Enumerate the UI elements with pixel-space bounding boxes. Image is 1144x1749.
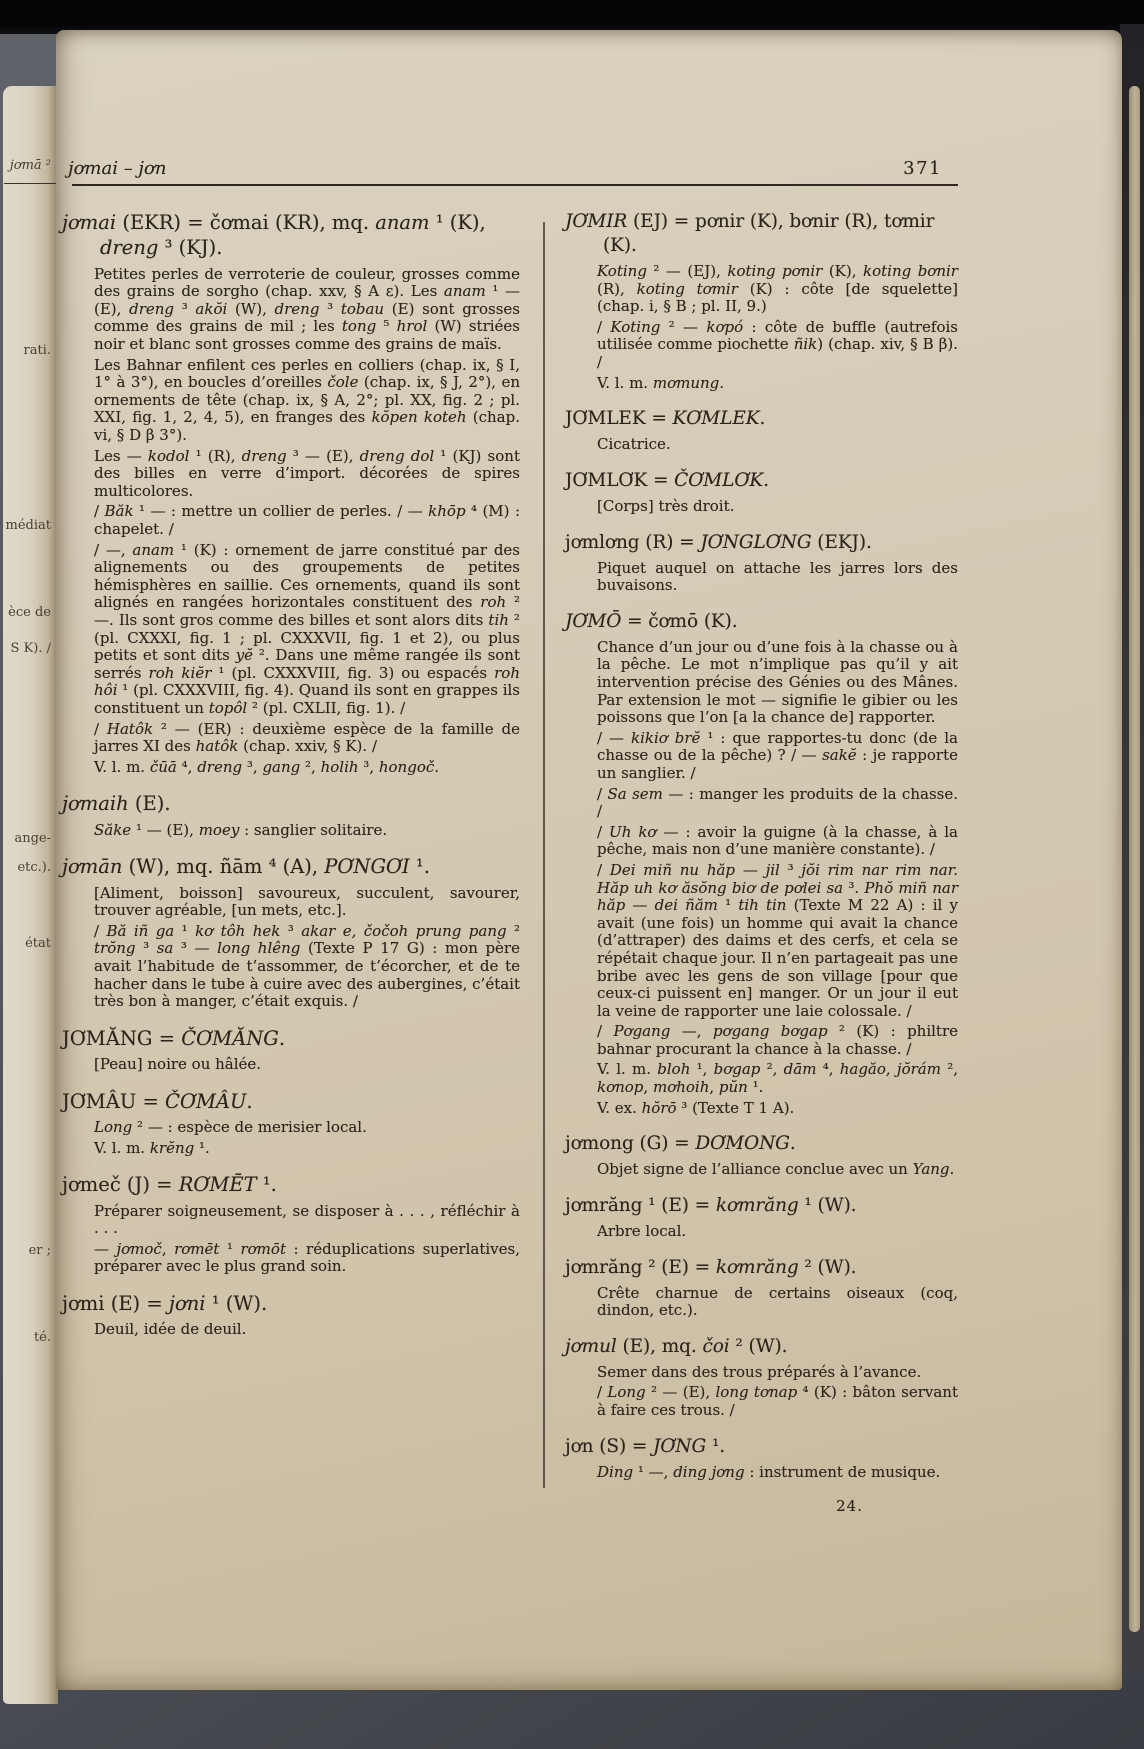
entry-def: Objet signe de l’alliance conclue avec un Yang.	[597, 1160, 955, 1179]
entry-head: JƠMŌ = čơmō (K).	[565, 610, 738, 632]
facing-fragment: etc.).	[17, 860, 51, 875]
facing-page-edge	[3, 86, 58, 1704]
facing-fragment: èce de	[8, 605, 51, 620]
entry-def: V. l. m. bloh ¹, bơgap ², dām ⁴, hagăo, jŏrám ², kơnop, mơhoih, pŭn ¹.	[597, 1060, 958, 1097]
entry-def: V. l. m. čūā ⁴, dreng ³, gang ², holih ³, hongoč.	[94, 757, 440, 776]
entry-def: Koting ² — (EJ), koting pơnir (K), koting bơnir (R), koting tơmir (K) : côte [de squelette] (chap. i, § B ; pl. II, 9.)	[597, 262, 958, 316]
entry-head: jơmai (EKR) = čơmai (KR), mq. anam ¹ (K), dreng ³ (KJ).	[62, 211, 486, 260]
entry-def: Les Bahnar enfilent ces perles en colliers (chap. ix, § I, 1° à 3°), en boucles d’oreilles čole (chap. ix, § J, 2°), en ornements de tête (chap. ix, § A, 2°; pl. XX, fig. 2 ; pl. XXI, fig. 1, 2, 4, 5), en franges des kŏpen koteh (chap. vi, § D β 3°).	[94, 355, 521, 445]
entry-def: / Băk ¹ — : mettre un collier de perles. / — khōp ⁴ (M) : chapelet. /	[94, 502, 521, 538]
entry-head: jơmrăng ¹ (E) = kơmrăng ¹ (W).	[565, 1194, 857, 1216]
facing-fragment: S K). /	[10, 641, 51, 656]
entry-def: Crête charnue de certains oiseaux (coq, dindon, etc.).	[597, 1283, 958, 1320]
entry-head: jơmul (E), mq. čoi ² (W).	[565, 1335, 788, 1357]
page-header	[62, 158, 958, 179]
running-title: jơmai – jơn	[68, 158, 167, 179]
entry-head: JƠMIR (EJ) = pơnir (K), bơnir (R), tơmir (K).	[565, 211, 935, 257]
entry-jomi	[62, 1291, 520, 1339]
entry-def: — jơmoč, rơmēt ¹ rơmōt : réduplications superlatives, préparer avec le plus grand soin.	[94, 1239, 520, 1276]
facing-header-rule	[4, 183, 56, 184]
entry-joman	[62, 854, 520, 1011]
page-text-block	[62, 158, 958, 1515]
top-shadow	[0, 0, 1144, 34]
entry-def: Semer dans des trous préparés à l’avance.	[597, 1362, 922, 1381]
entry-head: jơmān (W), mq. ñām ⁴ (A), PƠNGƠI ¹.	[62, 855, 430, 879]
entry-jomau	[62, 1089, 520, 1158]
entry-def: Arbre local.	[597, 1221, 687, 1240]
column-divider	[543, 222, 545, 1488]
entry-head: jơn (S) = JƠNG ¹.	[565, 1435, 726, 1457]
entry-def: Deuil, idée de deuil.	[94, 1320, 247, 1339]
entry-head: jơmong (G) = DƠMONG.	[565, 1133, 796, 1155]
entry-head: jơmaih (E).	[62, 792, 171, 816]
entry-def: / Bă iñ ga ¹ kơ tôh hek ³ akar e, čočoh prung pang ² trŏng ³ sa ³ — long hlêng (Texte P 17 G) : mon père avait l’habitude de t’assommer, de t’écorcher, et de te hacher dans le tube à cuire avec des aubergines, c’était très bon à manger, c’était exquis. /	[94, 921, 521, 1011]
facing-fragment: état	[25, 936, 51, 951]
entry-def: V. l. m. mơmung.	[597, 373, 725, 392]
entry-jomang	[62, 1026, 520, 1074]
entry-def: / Koting ² — kơpó : côte de buffle (autrefois utilisée comme piochette ñik) (chap. xiv, § B β). /	[597, 317, 959, 372]
entry-def: Cicatrice.	[597, 435, 671, 454]
entry-def: / Sa sem — : manger les produits de la chasse. /	[597, 784, 958, 821]
entry-jomec	[62, 1172, 520, 1276]
entry-def: / Uh kơ — : avoir la guigne (à la chasse, à la pêche, mais non d’une manière constante). /	[597, 822, 958, 859]
facing-fragment: té.	[33, 1330, 51, 1345]
signature-number: 24.	[836, 1497, 863, 1516]
entry-jomul	[565, 1335, 958, 1420]
entry-jomlong	[565, 531, 958, 595]
entry-def: Long ² — : espèce de merisier local.	[94, 1118, 367, 1137]
entry-jomo	[565, 610, 958, 1117]
entry-def: Ding ¹ —, ding jơng : instrument de musique.	[597, 1462, 941, 1481]
entry-jomaih	[62, 791, 520, 839]
entry-jomrang-1	[565, 1194, 958, 1241]
entry-def: Chance d’un jour ou d’une fois à la chasse ou à la pêche. Le mot n’implique pas qu’il y ait intervention précise des Génies ou des Mânes. Par extension le mot — signifie le gibier ou les poissons que l’on [a la chance de] rapporter.	[597, 637, 958, 727]
entry-def: / — kikiơ brĕ ¹ : que rapportes-tu donc (de la chasse ou de la pêche) ? / — sakĕ : je rapporte un sanglier. /	[597, 728, 958, 782]
right-column	[565, 210, 958, 1515]
entry-jon	[565, 1435, 958, 1482]
entry-def: / Long ² — (E), long tơnap ⁴ (K) : bâton servant à faire ces trous. /	[597, 1383, 958, 1419]
facing-fragment: jơmā ²	[9, 158, 51, 173]
page-number: 371	[903, 158, 942, 179]
facing-fragment: médiat	[5, 518, 51, 533]
entry-def: / —, anam ¹ (K) : ornement de jarre constitué par des alignements ou des groupements de petites hémisphères en saillie. Ces ornements, quand ils sont alignés en rangées horizontales constituent des roh ² —. Ils sont gros comme des billes et sont alors dits tih ² (pl. CXXXI, fig. 1 ; pl. CXXXVII, fig. 1 et 2), ou plus petits et sont dits yĕ ². Dans une même rangée ils sont serrés roh kiĕr ¹ (pl. CXXXVIII, fig. 3) ou espacés roh hôi ¹ (pl. CXXXVIII, fig. 4). Quand ils sont en grappes ils constituent un topôl ² (pl. CXLII, fig. 1). /	[94, 540, 521, 717]
entry-def: Piquet auquel on attache les jarres lors des buvaisons.	[597, 558, 958, 595]
entry-jomlek	[565, 407, 958, 454]
facing-fragment: er ;	[28, 1243, 51, 1258]
entry-def: / Hatôk ² — (ER) : deuxième espèce de la famille de jarres XI des hatôk (chap. xxiv, § K). /	[94, 719, 520, 756]
page-stack-edge	[1129, 86, 1140, 1632]
entry-def: / Dei miñ nu hăp — jil ³ jŏi rim nar rim nar. Hăp uh kơ ăsŏng biơ de pơlei sa ³. Phŏ miñ nar hăp — dei ñăm ¹ tih tin (Texte M 22 A) : il y avait (une fois) un homme qui avait la chance (d’attraper) des daims et des cerfs, et cela se répétait chaque jour. Il n’en partageait pas une bribe avec les gens de son village [pour que ceux-ci puissent en] manger. Or un jour il eut la veine de rapporter une laie colossale. /	[597, 860, 958, 1020]
two-column-text	[62, 210, 958, 1515]
entry-def: Săke ¹ — (E), moey : sanglier solitaire.	[94, 820, 388, 839]
entry-jomong	[565, 1132, 958, 1179]
entry-def: Les — kodol ¹ (R), dreng ³ — (E), dreng dol ¹ (KJ) sont des billes en verre d’import. décorées de spires multicolores.	[94, 446, 520, 500]
entry-jomai	[62, 210, 520, 776]
entry-head: jơmlơng (R) = JƠNGLƠNG (EKJ).	[565, 531, 872, 553]
entry-head: JƠMLEK = KƠMLEK.	[565, 408, 766, 430]
entry-jomlok	[565, 469, 958, 516]
entry-head: jơmeč (J) = RƠMĒT ¹.	[62, 1173, 277, 1197]
entry-jomir	[565, 210, 958, 392]
entry-def: Préparer soigneusement, se disposer à . . . , réfléchir à . . .	[94, 1201, 520, 1238]
entry-head: JƠMLƠK = ČƠMLƠK.	[565, 469, 769, 491]
left-column	[62, 210, 520, 1515]
header-rule	[72, 184, 958, 186]
entry-def: V. ex. hŏrō ³ (Texte T 1 A).	[597, 1098, 795, 1117]
entry-def: [Aliment, boisson] savoureux, succulent, savourer, trouver agréable, [un mets, etc.].	[94, 883, 520, 920]
book-page	[56, 30, 1122, 1690]
entry-head: jơmi (E) = jơni ¹ (W).	[62, 1291, 268, 1315]
entry-def: V. l. m. krĕng ¹.	[94, 1138, 210, 1157]
entry-def: [Peau] noire ou hâlée.	[94, 1055, 262, 1074]
entry-head: jơmrăng ² (E) = kơmrăng ² (W).	[565, 1256, 857, 1278]
entry-def: [Corps] très droit.	[597, 496, 735, 515]
entry-def: / Pơgang —, pơgang bơgap ² (K) : philtre bahnar procurant la chance à la chasse. /	[597, 1022, 958, 1058]
facing-fragment: ange-	[14, 831, 51, 846]
entry-head: JƠMÂU = ČƠMÂU.	[62, 1089, 253, 1113]
entry-jomrang-2	[565, 1256, 958, 1320]
facing-fragment: rati.	[23, 343, 51, 358]
entry-def: Petites perles de verroterie de couleur, grosses comme des grains de sorgho (chap. xxv, § A ε). Les anam ¹ — (E), dreng ³ akŏi (W), dreng ³ tobau (E) sont grosses comme des grains de mil ; les tong ⁵ hrol (W) striées noir et blanc sont grosses comme des grains de maïs.	[94, 264, 520, 354]
entry-head: JƠMĂNG = ČƠMĂNG.	[62, 1026, 286, 1050]
